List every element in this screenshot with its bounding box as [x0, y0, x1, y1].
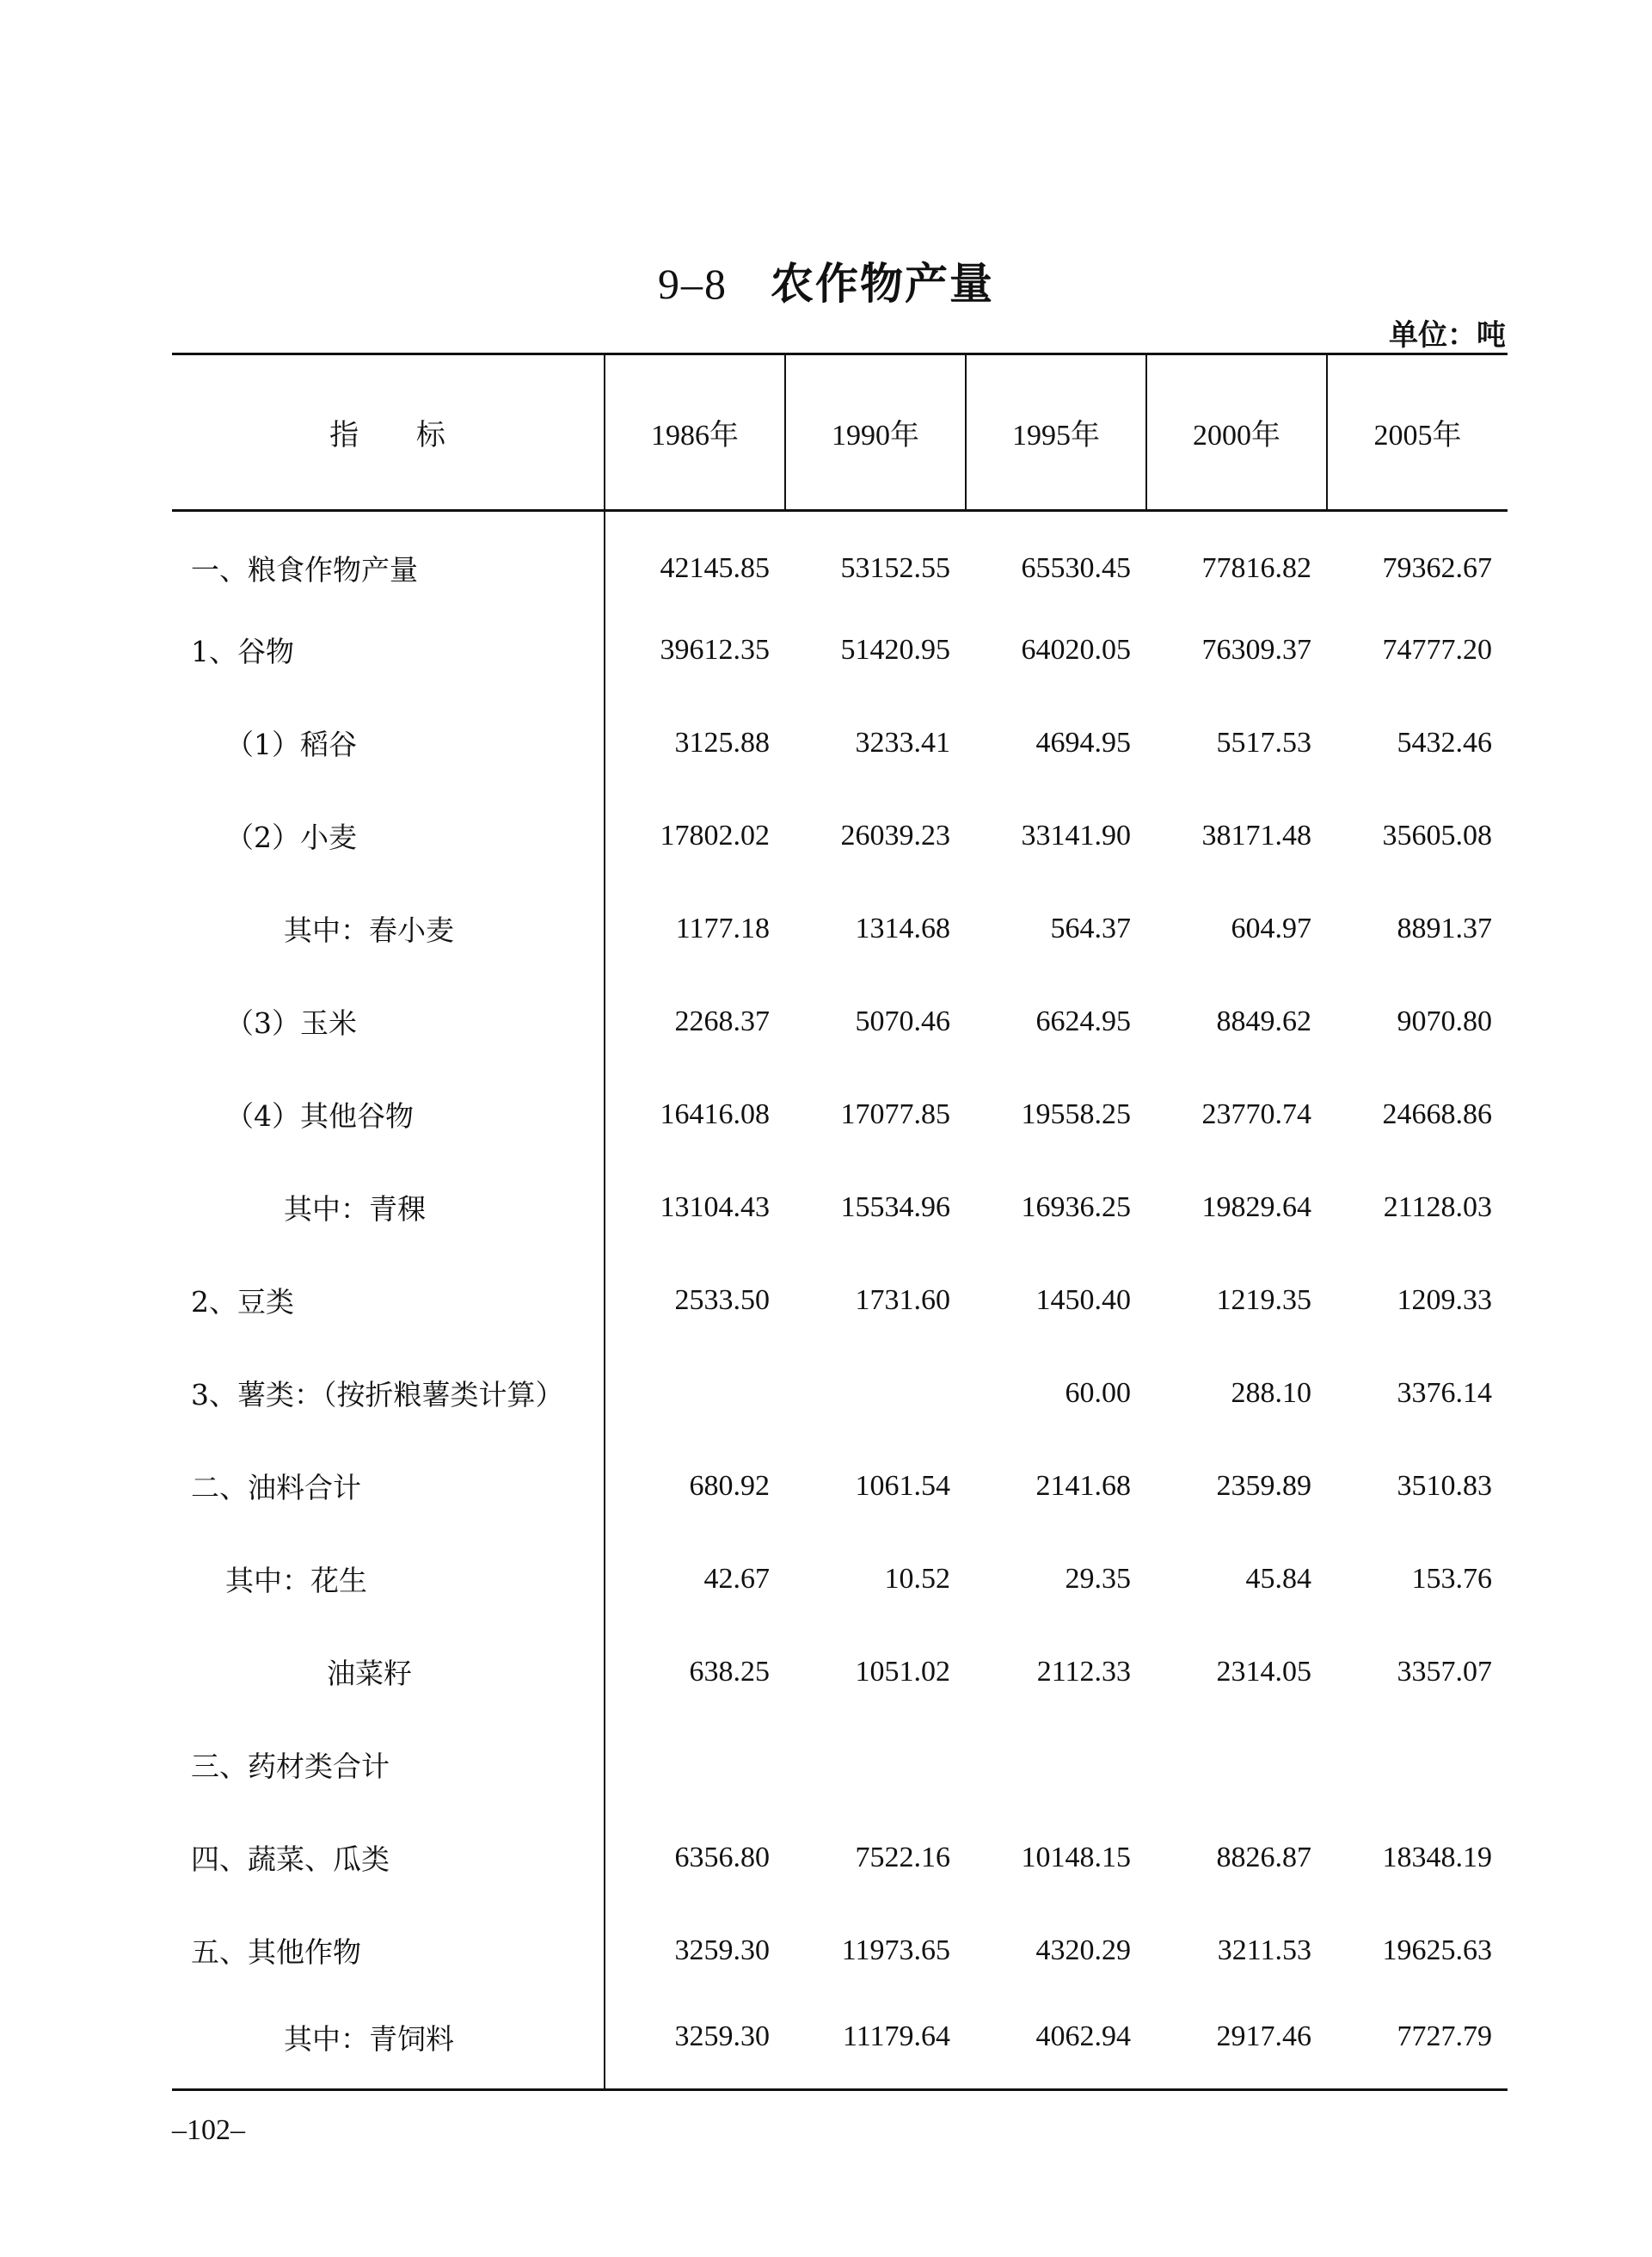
row-label: 油菜籽	[172, 1626, 605, 1719]
value-cell: 4062.94	[966, 1997, 1146, 2090]
value-cell: 1731.60	[855, 1283, 950, 1316]
value-cell: 6356.80	[674, 1841, 770, 1873]
value-cell: 16936.25	[1021, 1190, 1131, 1223]
value-cell: 2141.68	[1035, 1469, 1131, 1502]
value-cell: 3259.30	[674, 1934, 770, 1966]
value-cell: 42145.85	[660, 551, 770, 584]
value-cell: 23770.74	[1201, 1098, 1311, 1130]
value-cell: 2359.89	[1216, 1469, 1311, 1502]
value-cell: 4694.95	[1035, 726, 1131, 759]
value-cell: 3211.53	[1217, 1934, 1311, 1966]
value-cell: 29.35	[1065, 1562, 1131, 1595]
value-cell: 45.84	[1245, 1562, 1311, 1595]
value-cell	[1327, 1719, 1508, 1811]
value-cell: 18348.19	[1382, 1841, 1492, 1873]
value-cell: 638.25	[689, 1655, 770, 1688]
value-cell: 33141.90	[1021, 819, 1131, 852]
value-cell: 1450.40	[1035, 1283, 1131, 1316]
table-row	[172, 1254, 1508, 1347]
value-cell: 10148.15	[1021, 1841, 1131, 1873]
row-label: 3、薯类：（按折粮薯类计算）	[172, 1347, 605, 1440]
value-cell	[605, 1347, 785, 1440]
value-cell: 8891.37	[1397, 912, 1492, 944]
value-cell: 4320.29	[1035, 1934, 1131, 1966]
table-row	[172, 697, 1508, 790]
value-cell	[605, 1719, 785, 1811]
table-row	[172, 975, 1508, 1068]
row-label: （4）其他谷物	[172, 1068, 605, 1161]
value-cell: 8826.87	[1216, 1841, 1311, 1873]
value-cell	[785, 1719, 966, 1811]
row-label: 二、油料合计	[172, 1440, 605, 1533]
table-title: 农作物产量	[771, 258, 994, 309]
value-cell: 5070.46	[855, 1005, 950, 1037]
value-cell: 38171.48	[1201, 819, 1311, 852]
table-row	[172, 511, 1508, 604]
value-cell: 3510.83	[1397, 1469, 1492, 1502]
row-label: 1、谷物	[172, 604, 605, 697]
value-cell: 1209.33	[1397, 1283, 1492, 1316]
row-label: 四、蔬菜、瓜类	[172, 1811, 605, 1904]
row-label: （2）小麦	[172, 790, 605, 883]
row-label: （1）稻谷	[172, 697, 605, 790]
value-cell: 3125.88	[674, 726, 770, 759]
year-header: 2000年	[1146, 354, 1327, 511]
row-label: 2、豆类	[172, 1254, 605, 1347]
value-cell: 11973.65	[841, 1934, 950, 1966]
page-number: –102–	[172, 2114, 245, 2146]
table-row	[172, 1533, 1508, 1626]
value-cell: 64020.05	[1021, 633, 1131, 666]
value-cell	[1146, 1719, 1327, 1811]
crop-output-table	[172, 353, 1508, 2091]
table-row	[172, 1626, 1508, 1719]
unit-label: 单位：吨	[1389, 318, 1506, 353]
year-header: 1986年	[605, 354, 785, 511]
value-cell: 1061.54	[855, 1469, 950, 1502]
table-row	[172, 1347, 1508, 1440]
value-cell: 26039.23	[840, 819, 950, 852]
value-cell: 8849.62	[1216, 1005, 1311, 1037]
value-cell: 2533.50	[674, 1283, 770, 1316]
value-cell: 76309.37	[1201, 633, 1311, 666]
table-number: 9–8	[658, 260, 728, 308]
value-cell: 2268.37	[674, 1005, 770, 1037]
table-row	[172, 790, 1508, 883]
year-header: 1995年	[966, 354, 1146, 511]
value-cell: 3357.07	[1397, 1655, 1492, 1688]
value-cell	[966, 1719, 1146, 1811]
value-cell: 7727.79	[1327, 1997, 1508, 2090]
table-header-row	[172, 354, 1508, 511]
value-cell: 19558.25	[1021, 1098, 1131, 1130]
value-cell: 19829.64	[1201, 1190, 1311, 1223]
value-cell: 42.67	[703, 1562, 770, 1595]
row-label: 五、其他作物	[172, 1904, 605, 1997]
table-row	[172, 604, 1508, 697]
value-cell: 17802.02	[660, 819, 770, 852]
value-cell: 17077.85	[840, 1098, 950, 1130]
value-cell: 74777.20	[1382, 633, 1492, 666]
value-cell: 3376.14	[1397, 1376, 1492, 1409]
value-cell: 1219.35	[1216, 1283, 1311, 1316]
value-cell: 2314.05	[1216, 1655, 1311, 1688]
index-header: 指 标	[172, 354, 605, 511]
page-title	[0, 249, 1652, 311]
value-cell: 5432.46	[1397, 726, 1492, 759]
table-body	[172, 511, 1508, 2090]
table-row	[172, 1811, 1508, 1904]
table-row	[172, 1068, 1508, 1161]
value-cell: 35605.08	[1382, 819, 1492, 852]
year-header: 1990年	[785, 354, 966, 511]
value-cell: 79362.67	[1382, 551, 1492, 584]
value-cell: 680.92	[689, 1469, 770, 1502]
table-row	[172, 1997, 1508, 2090]
value-cell: 77816.82	[1201, 551, 1311, 584]
value-cell: 2112.33	[1036, 1655, 1131, 1688]
row-label: 三、药材类合计	[172, 1719, 605, 1811]
row-label: （3）玉米	[172, 975, 605, 1068]
row-label: 其中：花生	[172, 1533, 605, 1626]
value-cell: 564.37	[1050, 912, 1131, 944]
row-label: 其中：青饲料	[172, 1997, 605, 2090]
row-label: 一、粮食作物产量	[172, 511, 605, 604]
value-cell: 16416.08	[660, 1098, 770, 1130]
table-row	[172, 1719, 1508, 1811]
table-row	[172, 1161, 1508, 1254]
value-cell: 604.97	[1231, 912, 1311, 944]
value-cell: 7522.16	[855, 1841, 950, 1873]
value-cell: 15534.96	[840, 1190, 950, 1223]
value-cell: 10.52	[884, 1562, 950, 1595]
year-header: 2005年	[1327, 354, 1508, 511]
value-cell: 2917.46	[1146, 1997, 1327, 2090]
value-cell: 60.00	[1065, 1376, 1131, 1409]
value-cell: 1314.68	[855, 912, 950, 944]
value-cell: 13104.43	[660, 1190, 770, 1223]
value-cell: 53152.55	[840, 551, 950, 584]
table-row	[172, 883, 1508, 975]
value-cell: 3259.30	[605, 1997, 785, 2090]
value-cell: 19625.63	[1382, 1934, 1492, 1966]
value-cell: 6624.95	[1035, 1005, 1131, 1037]
value-cell: 11179.64	[785, 1997, 966, 2090]
value-cell: 51420.95	[840, 633, 950, 666]
value-cell: 5517.53	[1216, 726, 1311, 759]
value-cell: 65530.45	[1021, 551, 1131, 584]
table-row	[172, 1440, 1508, 1533]
value-cell: 21128.03	[1383, 1190, 1492, 1223]
value-cell: 3233.41	[855, 726, 950, 759]
value-cell: 1177.18	[675, 912, 770, 944]
value-cell: 9070.80	[1397, 1005, 1492, 1037]
value-cell: 1051.02	[855, 1655, 950, 1688]
row-label: 其中：青稞	[172, 1161, 605, 1254]
value-cell: 24668.86	[1382, 1098, 1492, 1130]
value-cell: 153.76	[1411, 1562, 1492, 1595]
row-label: 其中：春小麦	[172, 883, 605, 975]
value-cell	[785, 1347, 966, 1440]
value-cell: 39612.35	[660, 633, 770, 666]
value-cell: 288.10	[1231, 1376, 1311, 1409]
table-row	[172, 1904, 1508, 1997]
